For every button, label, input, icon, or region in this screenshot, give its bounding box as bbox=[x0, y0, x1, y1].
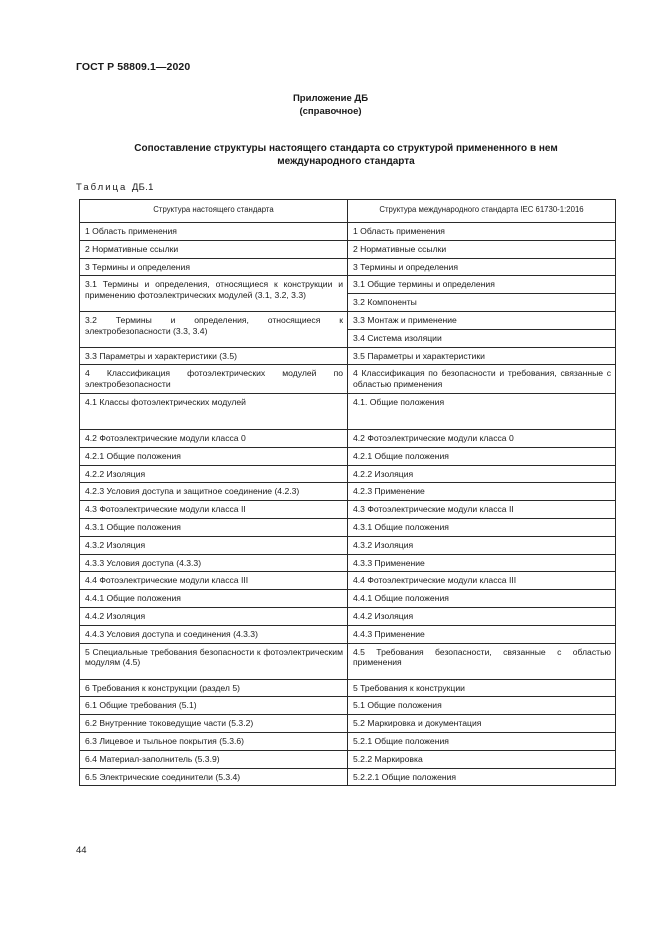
cell-national-section: 4.4.2 Изоляция bbox=[80, 607, 348, 625]
table-row bbox=[80, 393, 616, 429]
cell-international-section: 4.2.3 Применение bbox=[348, 483, 616, 501]
table-row bbox=[80, 276, 616, 294]
cell-national-section: 4 Классификация фотоэлектрических модулей по электробезопасности bbox=[80, 365, 348, 394]
table-header-row bbox=[80, 200, 616, 223]
cell-national-section: 4.2.1 Общие положения bbox=[80, 447, 348, 465]
comparison-table bbox=[79, 199, 616, 786]
table-row bbox=[80, 447, 616, 465]
table-row bbox=[80, 607, 616, 625]
cell-international-section: 1 Область применения bbox=[348, 223, 616, 241]
cell-international-section: 3.1 Общие термины и определения bbox=[348, 276, 616, 294]
cell-international-section: 3.3 Монтаж и применение bbox=[348, 311, 616, 329]
cell-international-section: 4.4.1 Общие положения bbox=[348, 590, 616, 608]
cell-international-section: 5.2.2.1 Общие положения bbox=[348, 768, 616, 786]
table-header-international: Структура международного стандарта IEC 61730-1:2016 bbox=[348, 200, 616, 223]
cell-national-section: 3.1 Термины и определения, относящиеся к конструкции и применению фотоэлектрических модулей (3.1, 3.2, 3.3) bbox=[80, 276, 348, 312]
table-row bbox=[80, 554, 616, 572]
table-row bbox=[80, 768, 616, 786]
table-row bbox=[80, 365, 616, 394]
cell-national-section: 5 Специальные требования безопасности к фотоэлектрическим модулям (4.5) bbox=[80, 643, 348, 679]
cell-national-section: 6.4 Материал-заполнитель (5.3.9) bbox=[80, 750, 348, 768]
cell-international-section: 3.5 Параметры и характеристики bbox=[348, 347, 616, 365]
cell-national-section: 3 Термины и определения bbox=[80, 258, 348, 276]
cell-international-section: 4 Классификация по безопасности и требования, связанные с областью применения bbox=[348, 365, 616, 394]
cell-international-section: 4.3.3 Применение bbox=[348, 554, 616, 572]
table-row bbox=[80, 483, 616, 501]
table-caption bbox=[76, 182, 154, 193]
cell-international-section: 4.3 Фотоэлектрические модули класса II bbox=[348, 501, 616, 519]
cell-international-section: 5.2.1 Общие положения bbox=[348, 732, 616, 750]
table-row bbox=[80, 732, 616, 750]
cell-international-section: 5 Требования к конструкции bbox=[348, 679, 616, 697]
table-header-national: Структура настоящего стандарта bbox=[80, 200, 348, 223]
table-caption-label: Таблица bbox=[76, 182, 128, 193]
cell-national-section: 4.4.1 Общие положения bbox=[80, 590, 348, 608]
cell-national-section: 6.1 Общие требования (5.1) bbox=[80, 697, 348, 715]
table-row bbox=[80, 750, 616, 768]
annex-title: Приложение ДБ bbox=[292, 93, 369, 104]
table-row bbox=[80, 536, 616, 554]
table-row bbox=[80, 643, 616, 679]
table-row bbox=[80, 240, 616, 258]
cell-international-section: 4.2.1 Общие положения bbox=[348, 447, 616, 465]
table-row bbox=[80, 311, 616, 329]
table-row bbox=[80, 258, 616, 276]
table-row bbox=[80, 223, 616, 241]
cell-international-section: 2 Нормативные ссылки bbox=[348, 240, 616, 258]
cell-international-section: 4.4.2 Изоляция bbox=[348, 607, 616, 625]
page-number: 44 bbox=[76, 845, 87, 856]
cell-national-section: 6.3 Лицевое и тыльное покрытия (5.3.6) bbox=[80, 732, 348, 750]
cell-national-section: 4.3.3 Условия доступа (4.3.3) bbox=[80, 554, 348, 572]
table-row bbox=[80, 625, 616, 643]
cell-international-section: 4.2 Фотоэлектрические модули класса 0 bbox=[348, 429, 616, 447]
table-row bbox=[80, 465, 616, 483]
table-row bbox=[80, 715, 616, 733]
annex-subtitle: (справочное) bbox=[299, 106, 362, 117]
cell-international-section: 4.4 Фотоэлектрические модули класса III bbox=[348, 572, 616, 590]
table-row bbox=[80, 679, 616, 697]
section-title: Сопоставление структуры настоящего стандарта со структурой примененного в нем международного стандарта bbox=[134, 143, 558, 167]
table-row bbox=[80, 518, 616, 536]
table-row bbox=[80, 347, 616, 365]
cell-national-section: 6 Требования к конструкции (раздел 5) bbox=[80, 679, 348, 697]
cell-national-section: 6.2 Внутренние токоведущие части (5.3.2) bbox=[80, 715, 348, 733]
table-row bbox=[80, 572, 616, 590]
cell-national-section: 4.3 Фотоэлектрические модули класса II bbox=[80, 501, 348, 519]
table-row bbox=[80, 501, 616, 519]
cell-national-section: 2 Нормативные ссылки bbox=[80, 240, 348, 258]
table-row bbox=[80, 697, 616, 715]
cell-international-section: 5.1 Общие положения bbox=[348, 697, 616, 715]
cell-international-section: 4.3.2 Изоляция bbox=[348, 536, 616, 554]
cell-national-section: 4.4.3 Условия доступа и соединения (4.3.3) bbox=[80, 625, 348, 643]
cell-national-section: 4.2 Фотоэлектрические модули класса 0 bbox=[80, 429, 348, 447]
cell-national-section: 4.3.1 Общие положения bbox=[80, 518, 348, 536]
cell-national-section: 4.2.2 Изоляция bbox=[80, 465, 348, 483]
cell-international-section: 4.1. Общие положения bbox=[348, 393, 616, 429]
cell-international-section: 5.2 Маркировка и документация bbox=[348, 715, 616, 733]
cell-national-section: 4.2.3 Условия доступа и защитное соединение (4.2.3) bbox=[80, 483, 348, 501]
cell-international-section: 4.5 Требования безопасности, связанные с областью применения bbox=[348, 643, 616, 679]
table-row bbox=[80, 590, 616, 608]
cell-national-section: 4.3.2 Изоляция bbox=[80, 536, 348, 554]
cell-international-section: 4.3.1 Общие положения bbox=[348, 518, 616, 536]
cell-international-section: 3.4 Система изоляции bbox=[348, 329, 616, 347]
cell-international-section: 5.2.2 Маркировка bbox=[348, 750, 616, 768]
cell-international-section: 4.2.2 Изоляция bbox=[348, 465, 616, 483]
table-caption-number: ДБ.1 bbox=[131, 182, 154, 193]
document-code: ГОСТ Р 58809.1—2020 bbox=[76, 61, 191, 73]
cell-national-section: 1 Область применения bbox=[80, 223, 348, 241]
cell-national-section: 4.1 Классы фотоэлектрических модулей bbox=[80, 393, 348, 429]
cell-national-section: 3.3 Параметры и характеристики (3.5) bbox=[80, 347, 348, 365]
cell-national-section: 6.5 Электрические соединители (5.3.4) bbox=[80, 768, 348, 786]
table-row bbox=[80, 429, 616, 447]
cell-international-section: 3.2 Компоненты bbox=[348, 294, 616, 312]
cell-international-section: 4.4.3 Применение bbox=[348, 625, 616, 643]
cell-national-section: 4.4 Фотоэлектрические модули класса III bbox=[80, 572, 348, 590]
cell-national-section: 3.2 Термины и определения, относящиеся к электробезопасности (3.3, 3.4) bbox=[80, 311, 348, 347]
cell-international-section: 3 Термины и определения bbox=[348, 258, 616, 276]
